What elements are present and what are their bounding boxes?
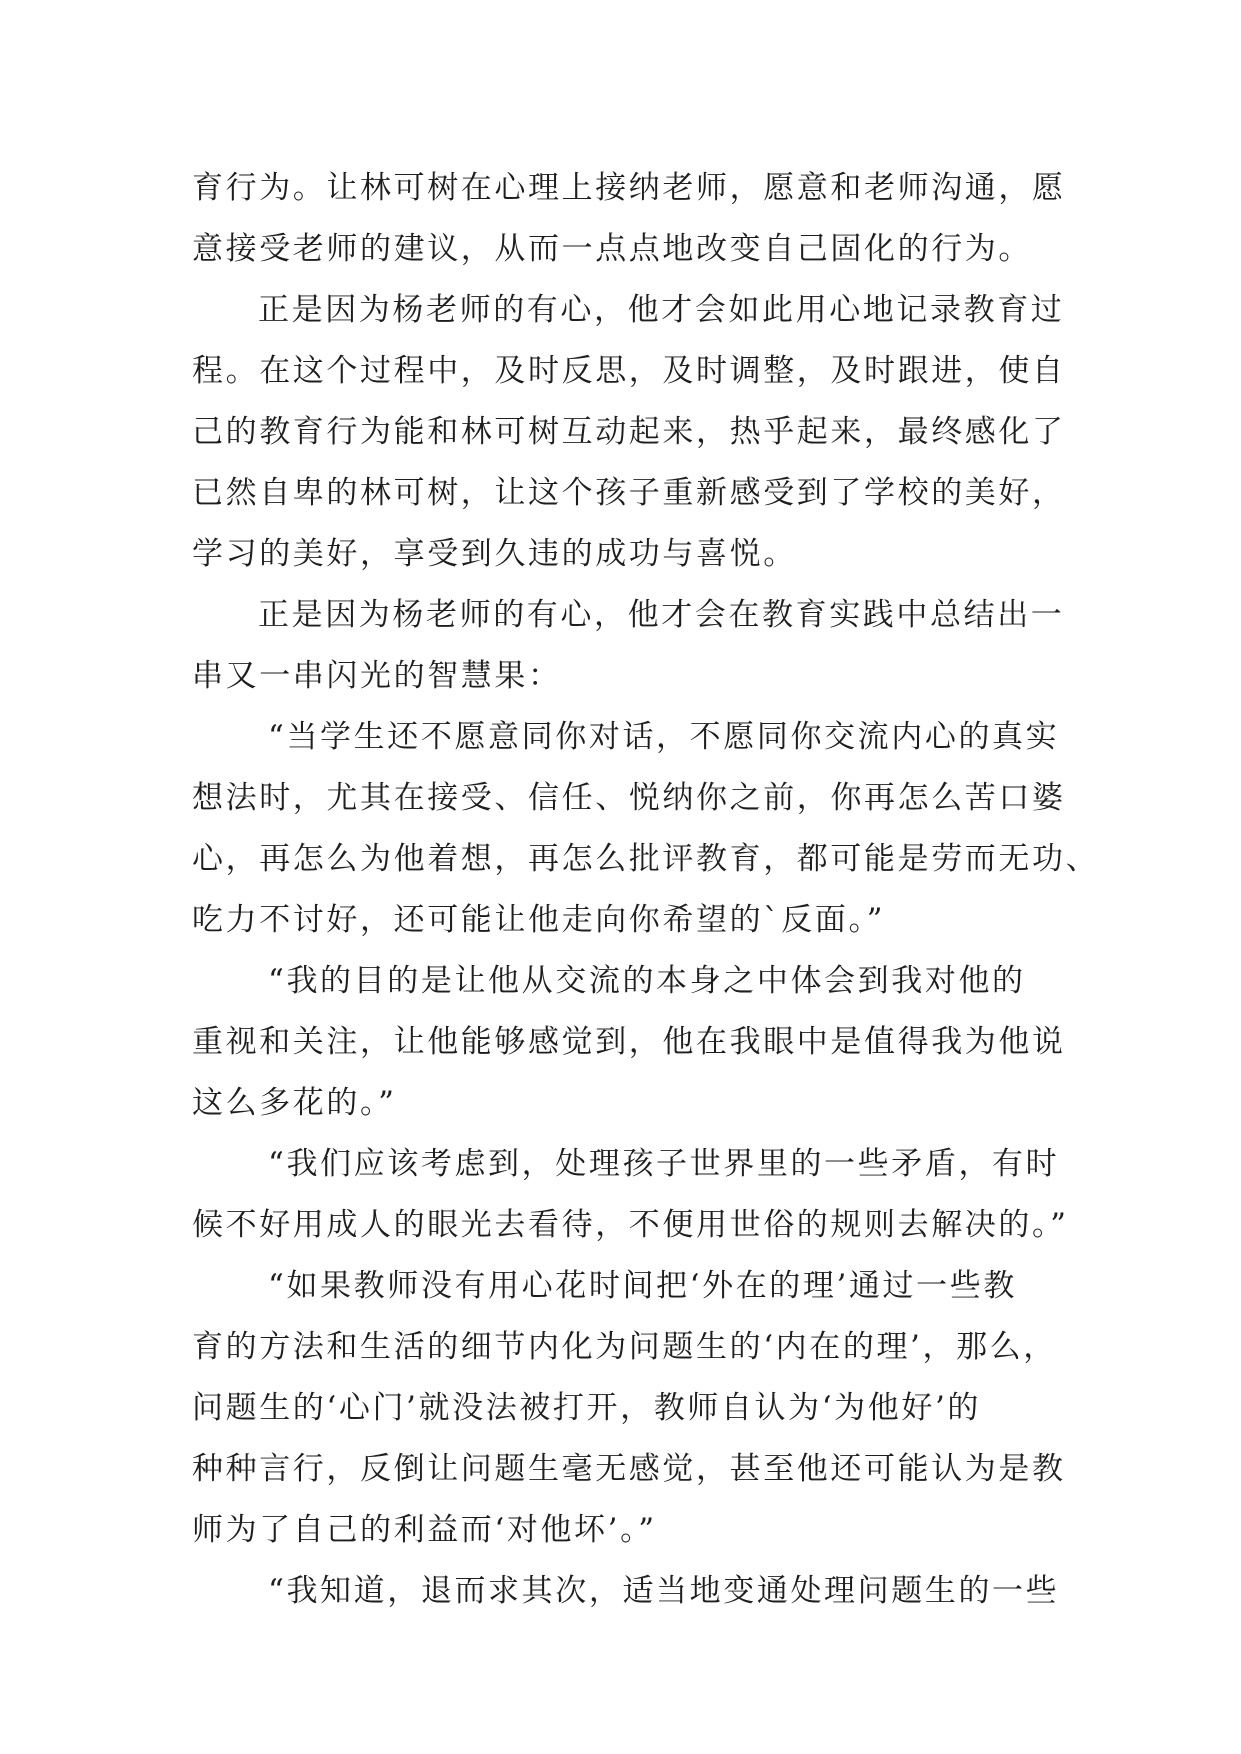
text-line: 己的教育行为能和林可树互动起来，热乎起来，最终感化了 xyxy=(192,414,1066,450)
body-text xyxy=(192,158,1100,1622)
paragraph-first-line: 正是因为杨老师的有心，他才会如此用心地记录教育过 xyxy=(258,292,1065,328)
text-line: 程。在这个过程中，及时反思，及时调整，及时跟进，使自 xyxy=(192,353,1066,389)
text-line: 师为了自己的利益而‘对他坏’。” xyxy=(192,1512,657,1548)
text-line: 学习的美好，享受到久违的成功与喜悦。 xyxy=(192,536,797,572)
quote-first-line: “我们应该考虑到，处理孩子世界里的一些矛盾，有时 xyxy=(268,1146,1060,1182)
text-line: 已然自卑的林可树，让这个孩子重新感受到了学校的美好， xyxy=(192,475,1066,511)
quote-first-line: “如果教师没有用心花时间把‘外在的理’通过一些教 xyxy=(268,1268,1017,1304)
quote-first-line: “我的目的是让他从交流的本身之中体会到我对他的 xyxy=(268,963,1026,999)
text-line: 育的方法和生活的细节内化为问题生的‘内在的理’，那么， xyxy=(192,1329,1057,1365)
text-line: 种种言行，反倒让问题生毫无感觉，甚至他还可能认为是教 xyxy=(192,1451,1066,1487)
text-line: 想法时，尤其在接受、信任、悦纳你之前，你再怎么苦口婆 xyxy=(192,780,1066,816)
text-line: 串又一串闪光的智慧果： xyxy=(192,658,562,694)
text-line: 吃力不讨好，还可能让他走向你希望的`反面。” xyxy=(192,902,886,938)
text-line: 育行为。让林可树在心理上接纳老师，愿意和老师沟通，愿 xyxy=(192,170,1066,206)
text-line: 候不好用成人的眼光去看待，不便用世俗的规则去解决的。” xyxy=(192,1207,1069,1243)
quote-first-line: “我知道，退而求其次，适当地变通处理问题生的一些 xyxy=(268,1573,1060,1609)
text-line: 问题生的‘心门’就没法被打开，教师自认为‘为他好’的 xyxy=(192,1390,982,1426)
paragraph-first-line: 正是因为杨老师的有心，他才会在教育实践中总结出一 xyxy=(258,597,1065,633)
quote-first-line: “当学生还不愿意同你对话，不愿同你交流内心的真实 xyxy=(268,719,1060,755)
text-line: 心，再怎么为他着想，再怎么批评教育，都可能是劳而无功、 xyxy=(192,841,1100,877)
text-line: 重视和关注，让他能够感觉到，他在我眼中是值得我为他说 xyxy=(192,1024,1066,1060)
text-line: 意接受老师的建议，从而一点点地改变自己固化的行为。 xyxy=(192,231,1032,267)
text-line: 这么多花的。” xyxy=(192,1085,397,1121)
